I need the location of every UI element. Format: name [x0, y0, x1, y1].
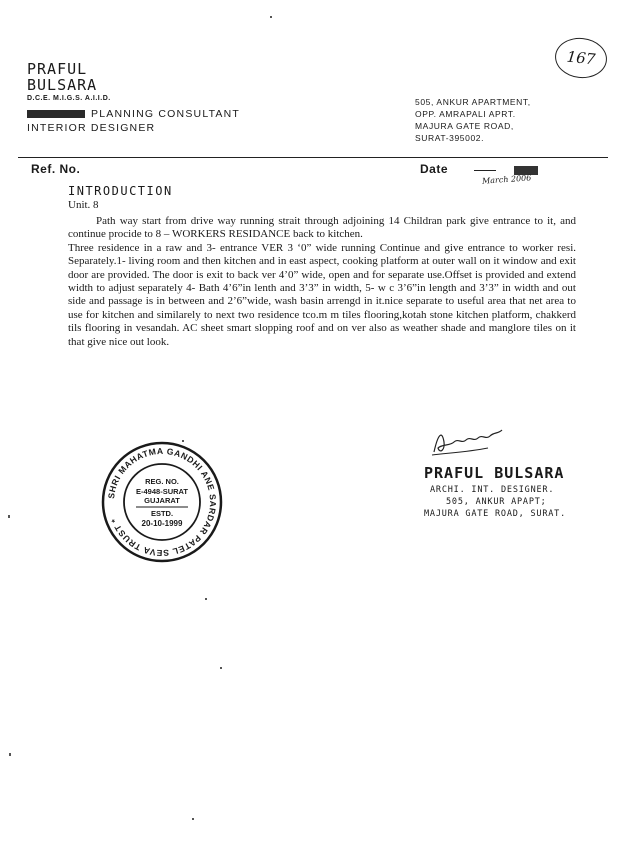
paragraph-2: Three residence in a raw and 3- entrance VER 3 ‘0” wide running Continue and give entrance to worker resi. Separately.1- living room and then kitchen and in east aspect, cooking platform at outer wall on it window and exit door are provided. The door is exit to back ver 4’0” wide, open and for separate use.Offset is provided and extend width to adjust separately 4- Bath 4’6”in lenth and 3’3” in width, 5- w c 3’6”in length and 3’3” in width and out side and passage is in between and 2’6”wide, wash basin arrengd in it.nice separate to useful area that net area to use for kitchen and similarely to next two residence tco.m m tiles flooring,kotah stone kitchen platform, chakkerd tils flooring in vesandah. AC sheet smart slopping roof and on ver also as weather shade and manglore tiles on it that give nice out look.	[68, 241, 576, 348]
scan-speck	[220, 667, 222, 669]
paragraph-1: Path way start from drive way running strait through adjoining 14 Childran park give entrance to it, and continue procide to 8 – WORKERS RESIDANCE back to kitchen.	[68, 215, 576, 241]
scan-speck	[192, 818, 194, 820]
letterhead-title-1-row	[27, 108, 240, 120]
address-line: OPP. AMRAPALI APRT.	[415, 109, 516, 119]
letterhead-title-1: PLANNING CONSULTANT	[91, 108, 241, 120]
letterhead-qualifications: D.C.E. M.I.G.S. A.I.I.D.	[27, 95, 111, 102]
signature-line-3: MAJURA GATE ROAD, SURAT.	[424, 509, 567, 519]
page-number	[553, 35, 609, 80]
letterhead-title-2: INTERIOR DESIGNER	[27, 122, 156, 134]
date-value: March 2006	[481, 173, 532, 186]
stamp-ring-text: SHRI MAHATMA GANDHI ANE SARDAR PATEL SEVA TRUST *	[106, 445, 219, 559]
redaction-bar	[27, 110, 85, 118]
trust-stamp	[100, 440, 224, 564]
stamp-state: GUJARAT	[144, 496, 180, 505]
header-divider	[18, 157, 608, 158]
date-dash	[474, 170, 496, 171]
stamp-estd-label: ESTD.	[150, 509, 174, 518]
address-line: 505, ANKUR APARTMENT,	[415, 97, 531, 107]
letterhead-name-last: BULSARA	[27, 76, 98, 94]
stamp-reg-number: E-4948-SURAT	[136, 487, 188, 496]
body-text	[68, 215, 576, 349]
signature-line-2: 505, ANKUR APAPT;	[446, 497, 547, 507]
letterhead	[27, 60, 240, 134]
page-number-text: 167	[565, 47, 597, 69]
intro-heading: INTRODUCTION	[68, 184, 173, 198]
scan-speck	[9, 753, 11, 756]
letterhead-address	[415, 96, 531, 144]
unit-label: Unit. 8	[68, 199, 99, 211]
date-label: Date	[420, 162, 449, 176]
stamp-reg-label: REG. NO.	[145, 477, 179, 486]
scan-speck	[205, 598, 207, 600]
scan-speck	[270, 16, 272, 18]
signature-line-1: ARCHI. INT. DESIGNER.	[430, 485, 555, 495]
signature-name: PRAFUL BULSARA	[424, 464, 565, 482]
stamp-estd-date: 20-10-1999	[141, 519, 183, 528]
trust-stamp-graphic	[100, 440, 224, 564]
address-line: MAJURA GATE ROAD,	[415, 121, 514, 131]
scan-speck	[182, 440, 184, 442]
signature-block	[424, 464, 566, 519]
letterhead-name-first: PRAFUL	[27, 60, 88, 78]
address-line: SURAT-395002.	[415, 133, 485, 143]
scan-speck	[8, 515, 10, 518]
handwritten-signature	[428, 424, 518, 460]
ref-label: Ref. No.	[31, 162, 81, 176]
